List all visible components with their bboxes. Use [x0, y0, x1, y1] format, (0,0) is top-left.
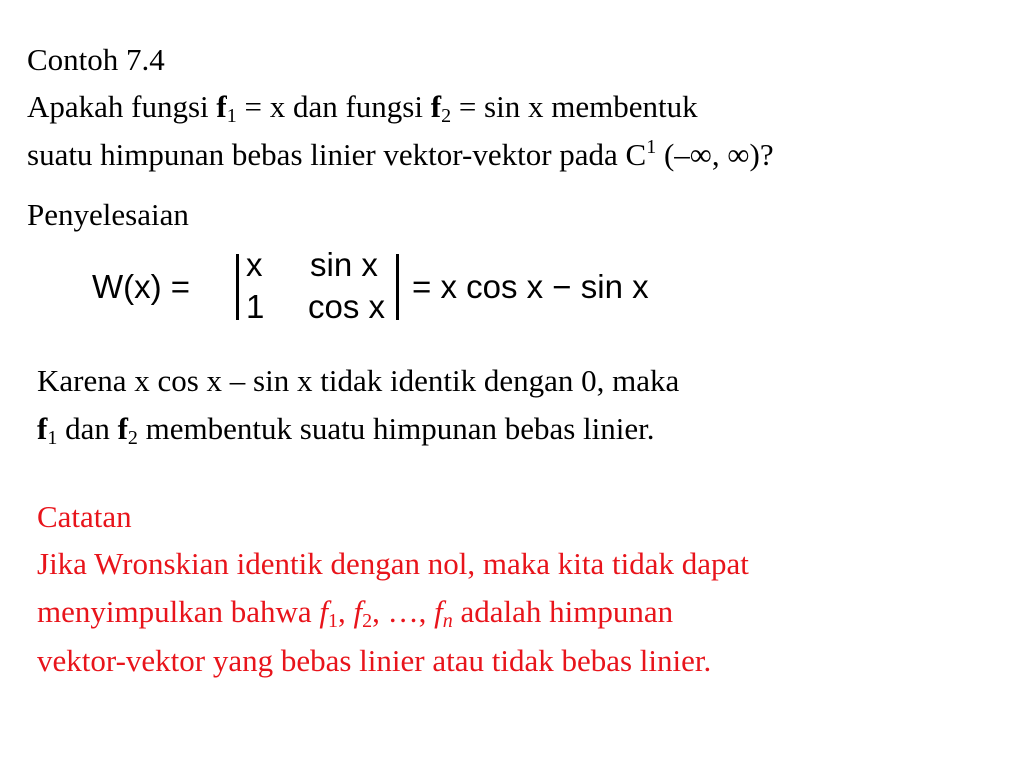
note-heading: Catatan [37, 499, 132, 534]
matrix-cell-11: x [246, 246, 263, 283]
conclusion-line-2 [37, 410, 655, 448]
matrix-cell-21: 1 [246, 288, 265, 325]
function-f2: f [430, 89, 442, 124]
question-text: = sin x membentuk [451, 89, 698, 124]
question-text: (–∞, ∞)? [656, 137, 774, 172]
conclusion-text: dan [57, 411, 118, 446]
note-text: , …, [372, 594, 435, 629]
subscript: 1 [47, 427, 58, 449]
example-title: Contoh 7.4 [27, 42, 165, 77]
question-text: = x dan fungsi [236, 89, 431, 124]
function-f1-italic: $f_1$ [319, 594, 339, 632]
question-text: suatu himpunan bebas linier vektor-vektor pada C [27, 137, 647, 172]
subscript: 2 [441, 105, 452, 127]
note-line-2 [37, 593, 673, 631]
determinant-left-bar [236, 254, 239, 320]
function-f2-italic: $f_2$ [353, 594, 373, 632]
formula-rhs: = x cos x − sin x [412, 268, 649, 305]
note-line-3: vektor-vektor yang bebas linier atau tidak bebas linier. [37, 643, 712, 678]
matrix-cell-12: sin x [310, 246, 378, 283]
note-text: adalah himpunan [452, 594, 674, 629]
function-fn-italic: $f_n$ [434, 594, 453, 632]
question-text: Apakah fungsi [27, 89, 217, 124]
conclusion-text: membentuk suatu himpunan bebas linier. [137, 411, 655, 446]
solution-heading: Penyelesaian [27, 197, 189, 232]
formula-lhs: W(x) = [92, 268, 191, 305]
function-f2: f [117, 411, 128, 446]
determinant-right-bar [396, 254, 399, 320]
matrix-cell-22: cos x [308, 288, 386, 325]
question-line-2 [27, 136, 774, 174]
subscript: 2 [127, 427, 138, 449]
function-f1: f [216, 89, 227, 124]
question-line-1 [27, 88, 698, 126]
note-line-1: Jika Wronskian identik dengan nol, maka kita tidak dapat [37, 546, 749, 581]
note-text: menyimpulkan bahwa [37, 594, 320, 629]
note-text: , [338, 594, 354, 629]
superscript: 1 [646, 136, 657, 158]
conclusion-line-1: Karena x cos x – sin x tidak identik dengan 0, maka [37, 363, 680, 398]
function-f1: f [37, 411, 48, 446]
subscript: 1 [226, 105, 237, 127]
